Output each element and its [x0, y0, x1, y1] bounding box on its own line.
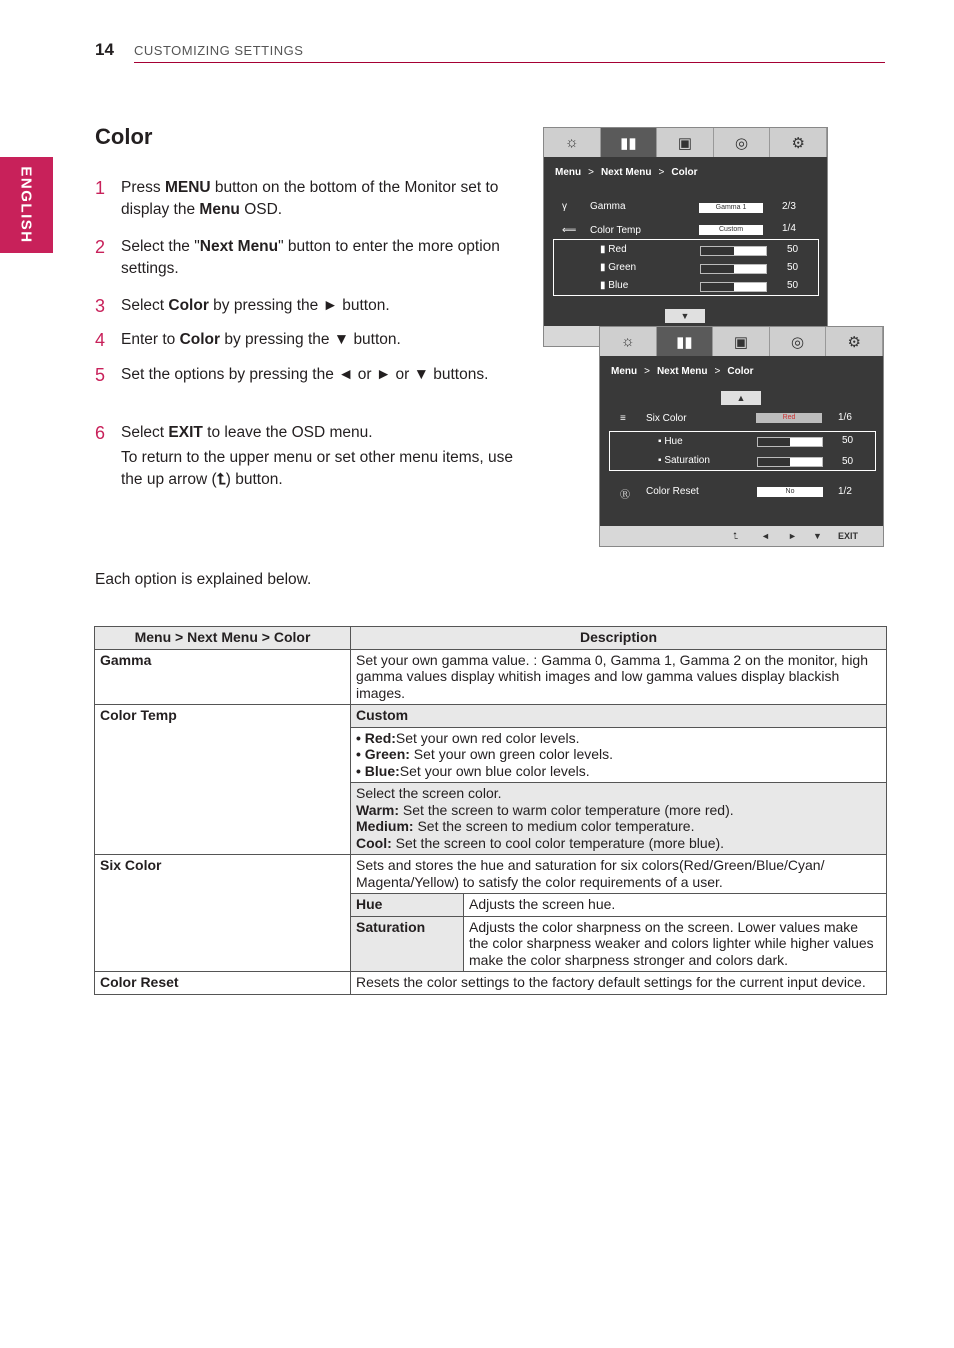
option-name: Color Reset: [95, 972, 351, 995]
red-slider[interactable]: [700, 246, 767, 256]
column-header: Description: [351, 627, 887, 650]
color-temp-icon: ⟸: [562, 225, 577, 236]
step-text: Select: [121, 424, 169, 441]
saturation-label: ▪ Saturation: [658, 455, 710, 466]
saturation-label-text: Saturation: [664, 455, 710, 466]
six-color-page: 1/6: [838, 412, 852, 423]
up-arrow-icon: ⮤: [216, 471, 226, 488]
gamma-label: Gamma: [590, 201, 626, 212]
crumb-item: Menu: [555, 167, 582, 178]
blue-label: ▮ Blue: [600, 280, 629, 291]
desc-keyword: • Blue:: [356, 762, 400, 779]
step-5: [95, 364, 515, 386]
desc-text: Set the screen to medium color temperature.: [413, 818, 695, 834]
osd-color-temp: [543, 127, 828, 347]
gamma-icon: γ: [562, 201, 567, 212]
step-4: [95, 329, 515, 351]
step-number: 5: [95, 365, 106, 385]
speaker-tab-icon[interactable]: ◎: [770, 327, 827, 356]
table-header-row: [95, 627, 887, 650]
six-color-icon: ≡: [620, 413, 626, 424]
step-text: Press: [121, 179, 165, 196]
osd-breadcrumb: [611, 366, 753, 377]
green-label: ▮ Green: [600, 262, 637, 273]
right-arrow-icon[interactable]: ►: [788, 531, 797, 541]
six-color-value[interactable]: Red: [756, 413, 822, 423]
table-row: [95, 972, 887, 995]
sub-option-description: Adjusts the screen hue.: [464, 894, 887, 917]
crumb-item: Color: [727, 366, 754, 377]
step-text: by pressing the ▼ button.: [220, 331, 401, 348]
color-temp-label: Color Temp: [590, 225, 641, 236]
speaker-tab-icon[interactable]: ◎: [714, 128, 771, 157]
header-rule: [134, 62, 885, 63]
desc-keyword: Medium:: [356, 818, 414, 834]
red-slider-fill: [701, 247, 734, 255]
option-name: Color Temp: [95, 705, 351, 855]
option-description: Resets the color settings to the factory default settings for the current input device.: [351, 972, 887, 995]
step-number: 3: [95, 296, 106, 316]
desc-keyword: Warm:: [356, 801, 400, 818]
exit-button[interactable]: EXIT: [838, 531, 859, 541]
table-row: [95, 855, 887, 894]
display-tab-icon[interactable]: ▣: [713, 327, 770, 356]
desc-keyword: • Green:: [356, 746, 410, 762]
step-text: OSD.: [239, 201, 283, 218]
color-reset-page: 1/2: [838, 486, 852, 497]
step-3: [95, 295, 515, 317]
blue-label-text: Blue: [608, 280, 629, 291]
step-text: Set the options by pressing the ◄ or ► or ▼ buttons.: [121, 366, 489, 383]
step-text: Enter to: [121, 331, 180, 348]
down-arrow-button[interactable]: ▼: [665, 309, 705, 323]
step-text: ) button.: [225, 471, 283, 488]
crumb-sep: >: [588, 167, 594, 178]
up-arrow-button[interactable]: ▲: [721, 391, 761, 405]
picture-tab-icon[interactable]: ▮▮: [657, 327, 714, 356]
display-tab-icon[interactable]: ▣: [657, 128, 714, 157]
language-tab: [0, 157, 53, 253]
step-keyword: Next Menu: [199, 238, 279, 255]
hue-saturation-box: [609, 431, 876, 471]
saturation-slider-fill: [758, 458, 790, 466]
step-text: to leave the OSD menu.: [202, 424, 373, 441]
six-color-label: Six Color: [646, 413, 687, 424]
option-sub-header: Custom: [351, 705, 887, 728]
blue-slider-fill: [701, 283, 734, 291]
step-text: Select: [121, 297, 169, 314]
hue-value: 50: [842, 435, 854, 446]
step-2: [95, 236, 515, 280]
blue-value: 50: [787, 280, 799, 291]
crumb-sep: >: [714, 366, 721, 377]
color-reset-icon: Ⓡ: [620, 490, 630, 501]
crumb-item: Color: [671, 167, 698, 178]
sub-option-name: Saturation: [351, 916, 464, 972]
desc-keyword: Cool:: [356, 834, 392, 851]
step-number: 4: [95, 330, 106, 350]
option-name: Gamma: [95, 649, 351, 705]
red-value: 50: [787, 244, 799, 255]
down-arrow-icon[interactable]: ▼: [813, 531, 822, 541]
settings-tab-icon[interactable]: ⚙: [826, 327, 883, 356]
step-number: 6: [95, 423, 106, 443]
rgb-box: [553, 239, 819, 296]
step-text: Select the ": [121, 238, 200, 255]
osd-tabs: [600, 327, 883, 356]
red-label: ▮ Red: [600, 244, 627, 255]
step-number: 2: [95, 237, 106, 257]
sub-option-name: Hue: [351, 894, 464, 917]
crumb-item: Menu: [611, 366, 638, 377]
step-keyword: Menu: [199, 201, 240, 218]
step-text: by pressing the ► button.: [208, 297, 390, 314]
green-value: 50: [787, 262, 799, 273]
step-number: 1: [95, 178, 106, 198]
settings-tab-icon[interactable]: ⚙: [770, 128, 827, 157]
hue-slider[interactable]: [757, 437, 823, 447]
language-tab-label: ENGLISH: [17, 166, 35, 244]
step-text: button on the bottom of the Monitor set to display the: [121, 179, 499, 218]
color-options-table: [94, 626, 887, 995]
table-row: [95, 649, 887, 705]
option-description: Set your own gamma value. : Gamma 0, Gamma 1, Gamma 2 on the monitor, high gamma values display whitish images and low gamma values display blackish images.: [351, 649, 887, 705]
option-description: Sets and stores the hue and saturation for six colors(Red/Green/Blue/Cyan/ Magenta/Yellow) to satisfy the color requirements of a user.: [351, 855, 887, 894]
gamma-page: 2/3: [782, 201, 796, 212]
color-reset-label: Color Reset: [646, 486, 699, 497]
crumb-sep: >: [644, 366, 650, 377]
green-slider[interactable]: [700, 264, 767, 274]
crumb-item: Next Menu: [656, 366, 708, 377]
osd-six-color: [599, 326, 884, 547]
color-reset-value[interactable]: No: [757, 487, 823, 497]
option-description: [351, 783, 887, 855]
desc-text: Set your own red color levels.: [395, 729, 580, 746]
desc-text: Set the screen to cool color temperature (more blue).: [391, 834, 725, 851]
desc-text: Select the screen color.: [356, 785, 502, 801]
option-name: Six Color: [95, 855, 351, 972]
osd-tabs: [544, 128, 827, 157]
osd-breadcrumb: [555, 167, 697, 178]
table-row: [95, 705, 887, 728]
section-title: Color: [95, 124, 153, 149]
back-icon[interactable]: ⮤: [733, 531, 739, 541]
brightness-tab-icon[interactable]: ☼: [600, 327, 657, 356]
step-1: [95, 177, 515, 221]
page-number: 14: [95, 40, 114, 59]
sub-option-description: Adjusts the color sharpness on the screen. Lower values make the color sharpness weaker and colors lighter while higher values make the color sharpness stronger and colors dark.: [464, 916, 887, 972]
hue-label: ▪ Hue: [658, 436, 683, 447]
green-slider-fill: [701, 265, 734, 273]
section-name: CUSTOMIZING SETTINGS: [134, 43, 304, 58]
step-keyword: Color: [179, 331, 221, 348]
brightness-tab-icon[interactable]: ☼: [544, 128, 601, 157]
desc-text: Set your own green color levels.: [409, 746, 614, 762]
option-description: [351, 727, 887, 783]
step-text: To return to the upper menu or set other menu items, use the up arrow (: [121, 449, 514, 488]
step-text: " button to enter the more option settings.: [121, 238, 500, 277]
hue-label-text: Hue: [664, 436, 683, 447]
step-keyword: MENU: [164, 179, 211, 196]
gamma-value[interactable]: Gamma 1: [699, 203, 763, 213]
color-temp-page: 1/4: [782, 223, 796, 234]
color-temp-value[interactable]: Custom: [699, 225, 763, 235]
hue-slider-fill: [758, 438, 790, 446]
saturation-slider[interactable]: [757, 457, 823, 467]
step-keyword: Color: [168, 297, 209, 314]
saturation-value: 50: [842, 456, 854, 467]
column-header: Menu > Next Menu > Color: [95, 627, 351, 650]
green-label-text: Green: [608, 262, 637, 273]
desc-text: Set your own blue color levels.: [399, 762, 590, 779]
left-arrow-icon[interactable]: ◄: [761, 531, 770, 541]
step-keyword: EXIT: [168, 424, 203, 441]
crumb-sep: >: [658, 167, 665, 178]
desc-keyword: • Red:: [356, 729, 396, 746]
picture-tab-icon[interactable]: ▮▮: [601, 128, 658, 157]
desc-text: Set the screen to warm color temperature (more red).: [399, 801, 734, 818]
explanation-intro: Each option is explained below.: [95, 571, 312, 588]
osd-bottom-bar: [600, 526, 883, 546]
step-6: [95, 422, 515, 491]
red-label-text: Red: [608, 244, 627, 255]
blue-slider[interactable]: [700, 282, 767, 292]
crumb-item: Next Menu: [600, 167, 652, 178]
